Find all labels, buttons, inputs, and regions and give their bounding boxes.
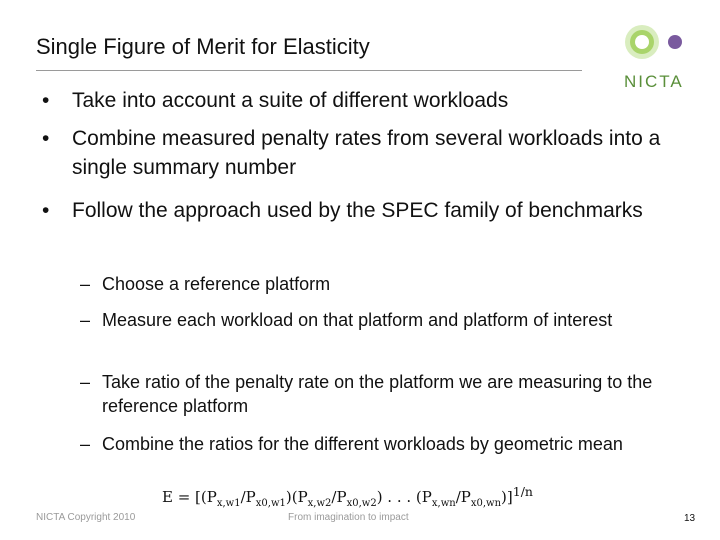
logo-purple-dot — [668, 35, 682, 49]
formula-part: /P — [240, 488, 256, 506]
formula-subscript: x0,w1 — [255, 498, 286, 509]
sub-bullet-marker: – — [80, 310, 91, 330]
formula-subscript: x,w1 — [216, 498, 241, 509]
sub-bullet-text: Measure each workload on that platform and platform of interest — [102, 310, 613, 330]
bullet-item — [42, 196, 662, 225]
formula-part: ) . . . (P — [376, 488, 432, 506]
bullet-text: Combine measured penalty rates from several workloads into a single summary number — [72, 127, 661, 179]
formula-subscript: x0,w2 — [346, 498, 377, 509]
bullet-marker: • — [42, 199, 50, 222]
formula-part: E = [(P — [162, 488, 217, 506]
sub-bullet-item — [80, 272, 670, 296]
sub-bullet-item — [80, 370, 670, 418]
formula-subscript: x0,wn — [470, 498, 502, 509]
sub-bullet-item — [80, 432, 670, 456]
footer-copyright: NICTA Copyright 2010 — [36, 512, 136, 523]
geometric-mean-formula — [162, 484, 533, 509]
bullet-text: Take into account a suite of different workloads — [72, 89, 509, 112]
sub-bullet-marker: – — [80, 274, 91, 294]
sub-bullet-marker: – — [80, 372, 91, 392]
formula-part: )] — [501, 488, 513, 506]
formula-exponent: 1/n — [512, 484, 533, 499]
bullet-marker: • — [42, 127, 50, 150]
bullet-item — [42, 86, 662, 115]
footer-tagline: From imagination to impact — [288, 512, 409, 523]
sub-bullet-marker: – — [80, 434, 91, 454]
logo-white-dot — [635, 35, 649, 49]
sub-bullet-text: Choose a reference platform — [102, 274, 331, 294]
formula-subscript: x,w2 — [307, 498, 332, 509]
sub-bullet-text: Combine the ratios for the different workloads by geometric mean — [102, 434, 623, 454]
page-number: 13 — [684, 513, 696, 524]
sub-bullet-text: Take ratio of the penalty rate on the platform we are measuring to the reference platform — [102, 372, 653, 416]
formula-subscript: x,wn — [431, 498, 456, 509]
formula-part: /P — [331, 488, 347, 506]
bullet-marker: • — [42, 89, 50, 112]
bullet-item — [42, 124, 662, 182]
sub-bullet-item — [80, 308, 670, 332]
formula-part: /P — [455, 488, 471, 506]
title-divider — [36, 70, 582, 71]
bullet-text: Follow the approach used by the SPEC family of benchmarks — [72, 199, 643, 222]
logo-text: NICTA — [624, 72, 684, 91]
slide-title: Single Figure of Merit for Elasticity — [36, 34, 370, 59]
formula-part: )(P — [285, 488, 308, 506]
